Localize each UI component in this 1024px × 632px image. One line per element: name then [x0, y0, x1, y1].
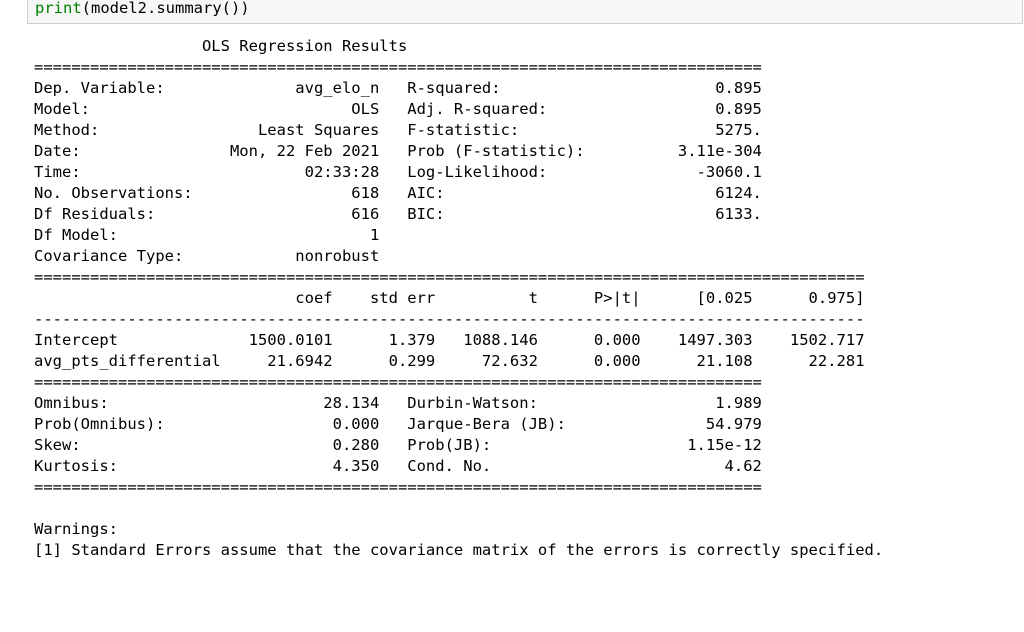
cell-output-summary: OLS Regression Results ============================================================================== Dep. Variable: avg_elo_n R-squared: 0.895 Model: OLS Adj. R-squared: 0.895 Method: Least Squares F-statistic: 5275. Date: Mon, 22 Feb 2021 Prob (F-statistic): 3.11e-304 Time: 02:33:28 Log-Likelihood: -3060.1 No. Observations: 618 AIC: 6124. Df Residuals: 616 BIC: 6133. Df Model: 1 Covariance Type: nonrobust ========================================================================================= coef std err t P>|t| [0.025 0.975] ----------------------------------------------------------------------------------------- Intercept 1500.0101 1.379 1088.146 0.000 1497.303 1502.717 avg_pts_differential 21.6942 0.299 72.632 0.000 21.108 22.281 ============================================================================== Omnibus: 28.134 Durbin-Watson: 1.989 Prob(Omnibus): 0.000 Jarque-Bera (JB): 54.979 Skew: 0.280 Prob(JB): 1.15e-12 Kurtosis: 4.350 Cond. No. 4.62 ============================================================================== Warnings: [1] Standard Errors assume that the covariance matrix of the errors is correctly specified.: [34, 37, 884, 559]
code-keyword-print: print: [35, 0, 82, 17]
code-cell[interactable]: [27, 0, 1023, 24]
code-line[interactable]: [35, 0, 250, 17]
code-call-args: (model2.summary()): [81, 0, 250, 17]
